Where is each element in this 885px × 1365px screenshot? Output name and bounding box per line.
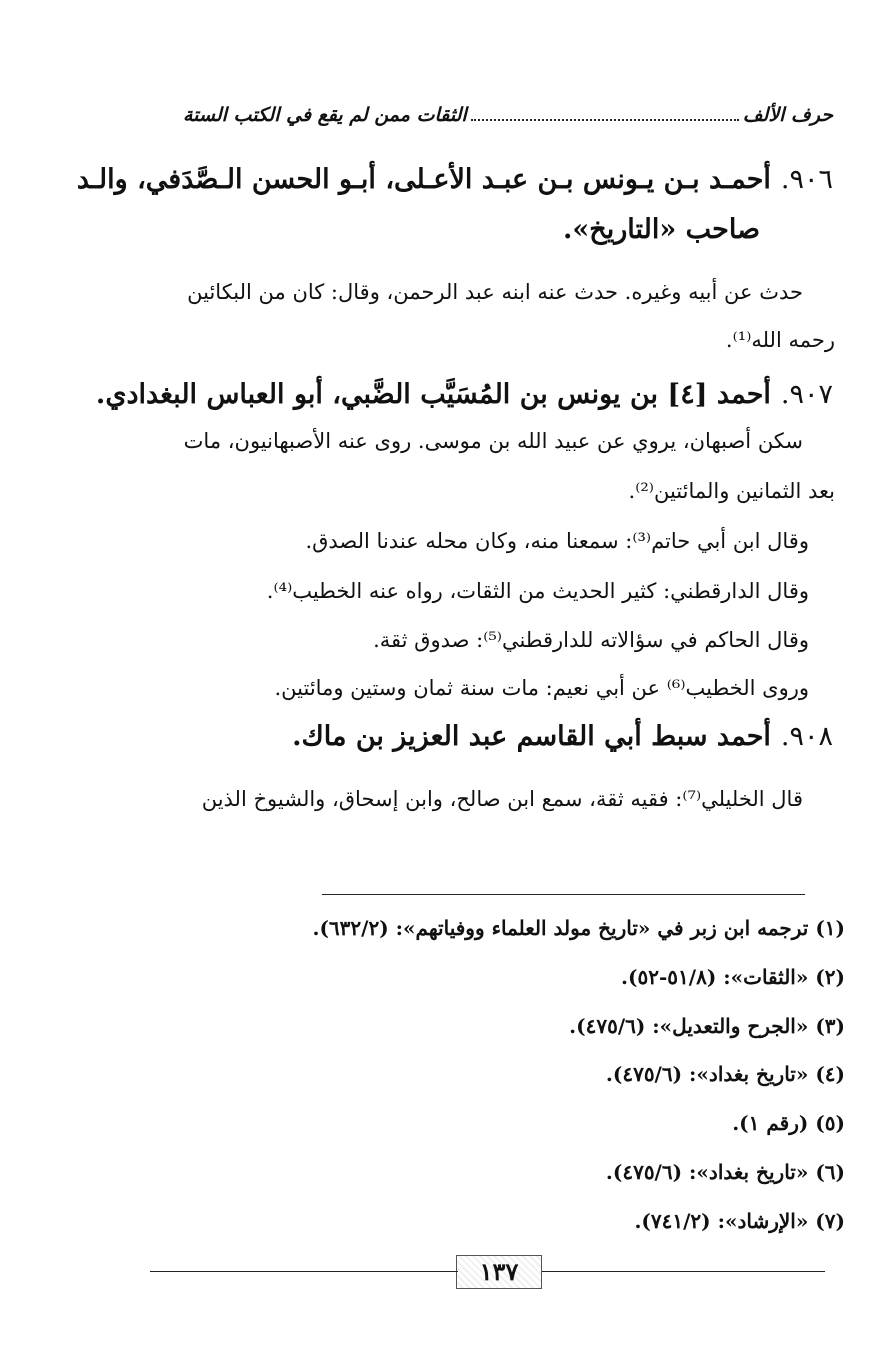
footnote-separator <box>322 894 805 895</box>
entry-908-heading <box>292 712 833 762</box>
entry-907-text-6: وروى الخطيب⁽⁶⁾ عن أبي نعيم: مات سنة ثمان وستين ومائتين. <box>274 676 809 700</box>
header-chapter: حرف الألف <box>742 104 833 126</box>
footer-rule-left <box>150 1271 458 1272</box>
entry-908-text-1: قال الخليلي⁽⁷⁾: فقيه ثقة، سمع ابن صالح، وابن إسحاق، والشيوخ الذين <box>201 787 803 811</box>
entry-907-text-5: وقال الحاكم في سؤالاته للدارقطني⁽⁵⁾: صدوق ثقة. <box>373 628 809 652</box>
entry-906-number: ٩٠٦. <box>780 164 833 195</box>
footnote-5: (٥) (رقم ١). <box>732 1111 845 1135</box>
entry-907-text-1: سكن أصبهان، يروي عن عبيد الله بن موسى. روى عنه الأصبهانيون، مات <box>183 429 803 453</box>
footer-rule-right <box>540 1271 825 1272</box>
entry-906-heading <box>77 155 833 205</box>
entry-907-text-2: بعد الثمانين والمائتين⁽²⁾. <box>628 479 835 503</box>
header-book-title: الثقات ممن لم يقع في الكتب الستة <box>183 104 467 126</box>
footnote-1: (١) ترجمه ابن زبر في «تاريخ مولد العلماء ووفياتهم»: (٦٣٢/٢). <box>312 916 845 940</box>
entry-907-name: أحمد [٤] بن يونس بن المُسَيَّب الضَّبي، أبو العباس البغدادي. <box>95 379 771 410</box>
running-header <box>183 104 833 126</box>
entry-906-heading-cont: صاحب «التاريخ». <box>563 214 760 245</box>
header-dots <box>471 107 739 121</box>
page-number: ١٣٧ <box>456 1255 542 1289</box>
entry-907-heading <box>96 370 833 420</box>
entry-906-name: أحمـد بـن يـونس بـن عبـد الأعـلى، أبـو الحسن الـصَّدَفي، والـد <box>76 164 771 195</box>
footnote-4: (٤) «تاريخ بغداد»: (٤٧٥/٦). <box>605 1062 845 1086</box>
page-footer <box>0 1255 885 1295</box>
footnote-7: (٧) «الإرشاد»: (٧٤١/٢). <box>634 1209 845 1233</box>
entry-907-text-3: وقال ابن أبي حاتم⁽³⁾: سمعنا منه، وكان محله عندنا الصدق. <box>305 529 809 553</box>
entry-908-name: أحمد سبط أبي القاسم عبد العزيز بن ماك. <box>292 721 771 752</box>
footnote-6: (٦) «تاريخ بغداد»: (٤٧٥/٦). <box>605 1160 845 1184</box>
footnote-2: (٢) «الثقات»: (٥١/٨-٥٢). <box>621 965 845 989</box>
entry-906-text-1: حدث عن أبيه وغيره. حدث عنه ابنه عبد الرحمن، وقال: كان من البكائين <box>187 280 803 304</box>
entry-906-text-2: رحمه الله⁽¹⁾. <box>725 328 835 352</box>
footnote-3: (٣) «الجرح والتعديل»: (٤٧٥/٦). <box>569 1014 845 1038</box>
entry-907-number: ٩٠٧. <box>780 379 833 410</box>
entry-908-number: ٩٠٨. <box>780 721 833 752</box>
entry-907-text-4: وقال الدارقطني: كثير الحديث من الثقات، رواه عنه الخطيب⁽⁴⁾. <box>266 579 809 603</box>
